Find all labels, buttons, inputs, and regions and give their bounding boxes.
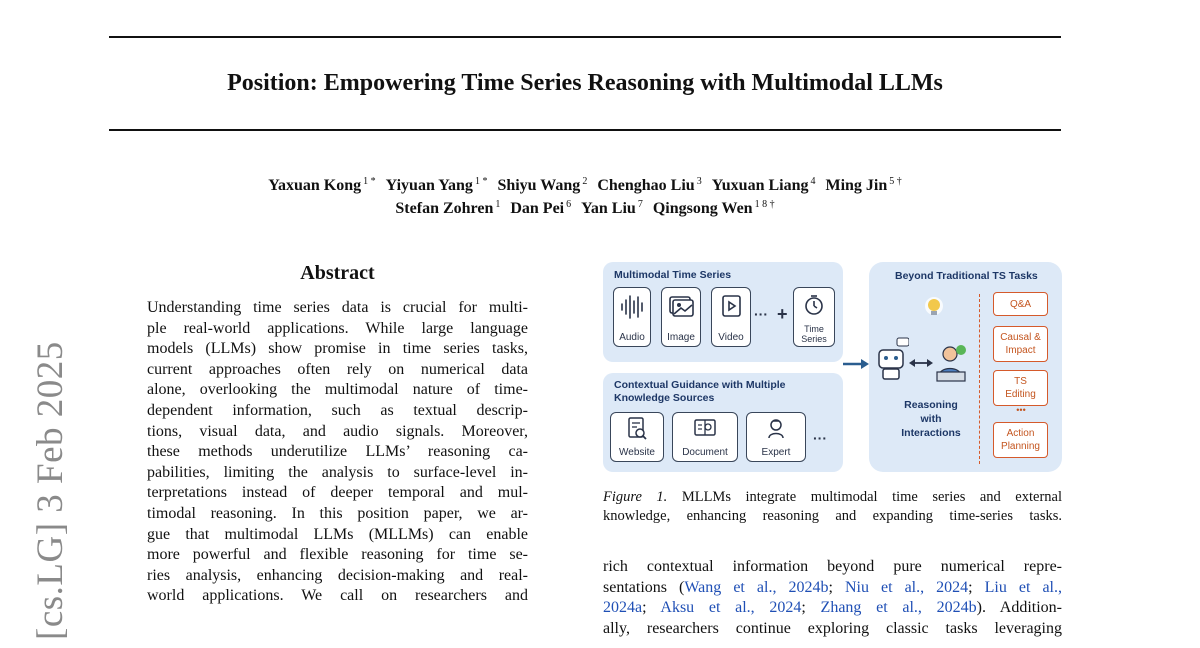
caption-line-1 xyxy=(603,488,1062,507)
author-affiliation-mark: 1 xyxy=(495,199,501,210)
video-label: Video xyxy=(718,332,744,343)
reasoning-label-2: with xyxy=(920,413,942,425)
abstract-line: timodal reasoning. In this position paper, we ar- xyxy=(147,504,528,522)
abstract-line: models (LLMs) show promise in time series tasks, xyxy=(147,340,528,358)
flow-arrow-icon xyxy=(841,357,871,371)
person-at-laptop-icon xyxy=(933,344,971,384)
title-bottom-rule xyxy=(109,129,1061,131)
abstract-line: gue that multimodal LLMs (MLLMs) can enable xyxy=(147,525,528,543)
expert-label: Expert xyxy=(761,447,791,458)
task-ts-editing-label-2: Editing xyxy=(1005,389,1036,400)
author xyxy=(712,177,816,194)
body-right-line-4: ally, researchers continue exploring classic tasks leveraging xyxy=(603,619,1062,637)
expert-person-icon xyxy=(764,417,788,441)
body-right-line-1: rich contextual information beyond pure numerical repre- xyxy=(603,558,1062,575)
book-icon xyxy=(692,417,718,441)
task-ts-editing xyxy=(993,370,1048,406)
time-series-tile xyxy=(793,287,835,347)
author-affiliation-mark: 1 * xyxy=(474,176,488,187)
abstract-line: ple real-world applications. While large language xyxy=(147,319,528,337)
reasoning-label-1: Reasoning xyxy=(904,399,958,411)
website-tile xyxy=(610,412,664,462)
author-affiliation-mark: 1 * xyxy=(363,176,376,187)
audio-label: Audio xyxy=(619,332,645,343)
image-icon xyxy=(668,293,694,319)
figure-caption xyxy=(603,488,1062,526)
author-affiliation-mark: 5 † xyxy=(889,176,902,187)
plus-sign: + xyxy=(777,304,788,324)
abstract-line: alone, overlooking the multimodal nature of time- xyxy=(147,381,528,399)
citation-aksu-2024[interactable]: Aksu et al., 2024 xyxy=(660,599,802,617)
abstract-line: Understanding time series data is crucial for multi- xyxy=(147,299,528,316)
citation-niu-2024[interactable]: Niu et al., 2024 xyxy=(844,578,969,596)
task-action-planning xyxy=(993,422,1048,458)
citation-wang-2024b[interactable]: Wang et al., 2024b xyxy=(684,578,829,596)
author-affiliation-mark: 6 xyxy=(566,199,572,210)
author-affiliation-mark: 4 xyxy=(810,176,816,187)
text-segment: ; xyxy=(828,578,845,596)
author-name: Yuxuan Liang xyxy=(711,177,809,195)
abstract-line: tions, visual data, and audio signals. Moreover, xyxy=(147,422,528,440)
image-label: Image xyxy=(667,332,695,343)
body-right-line-3 xyxy=(603,598,1062,619)
reasoning-label-3: Interactions xyxy=(901,427,961,439)
caption-label: Figure 1. xyxy=(603,489,668,505)
task-action-label-2: Planning xyxy=(1001,441,1040,452)
author xyxy=(268,177,375,194)
task-dots: ••• xyxy=(1016,405,1026,415)
document-tile xyxy=(672,412,738,462)
sources-ellipsis: ··· xyxy=(813,430,827,446)
text-segment: ; xyxy=(642,599,661,617)
text-segment: ; xyxy=(801,599,821,617)
abstract-line: current approaches often rely on numerical data xyxy=(147,360,528,378)
video-tile xyxy=(711,287,751,347)
abstract-line: pabilities, limiting the analysis to surface-level in- xyxy=(147,463,528,481)
author-name: Yiyuan Yang xyxy=(385,177,473,195)
task-causal-label-1: Causal & xyxy=(1000,332,1041,343)
audio-waveform-icon xyxy=(619,293,645,321)
modalities-ellipsis: ··· xyxy=(754,306,768,322)
knowledge-title-2: Knowledge Sources xyxy=(614,392,715,404)
text-segment: sentations ( xyxy=(603,578,685,596)
task-causal-label-2: Impact xyxy=(1005,345,1036,356)
arxiv-side-stamp: [cs.LG] 3 Feb 2025 xyxy=(30,341,71,640)
citation-liu-2024a-part2[interactable]: 2024a xyxy=(603,599,643,617)
paper-title: Position: Empowering Time Series Reasoning with Multimodal LLMs xyxy=(227,70,943,96)
author xyxy=(825,177,901,194)
abstract-heading: Abstract xyxy=(300,262,375,284)
document-search-icon xyxy=(625,416,649,442)
author-name: Chenghao Liu xyxy=(597,177,695,195)
abstract-line: more powerful and flexible reasoning for time se- xyxy=(147,546,528,564)
abstract-line: terpretations instead of deeper temporal and mul- xyxy=(147,484,528,502)
author-name: Qingsong Wen xyxy=(652,200,753,218)
author xyxy=(497,177,587,194)
task-divider xyxy=(979,294,980,464)
author-affiliation-mark: 7 xyxy=(637,199,643,210)
citation-zhang-2024b[interactable]: Zhang et al., 2024b xyxy=(820,599,977,617)
expert-tile xyxy=(746,412,806,462)
author-affiliation-mark: 2 xyxy=(582,176,588,187)
audio-tile xyxy=(613,287,651,347)
author xyxy=(510,200,571,217)
image-tile xyxy=(661,287,701,347)
author-name: Dan Pei xyxy=(510,200,565,218)
abstract-body xyxy=(147,298,528,607)
right-column-body xyxy=(603,557,1062,639)
abstract-line: dependent information, such as textual descrip- xyxy=(147,401,528,419)
abstract-line: these methods underutilize LLMs’ reasoning ca- xyxy=(147,443,528,461)
abstract-line: ries analysis, enhancing decision-making and real- xyxy=(147,566,528,584)
abstract-line: world applications. We call on researchers and xyxy=(147,587,528,605)
task-ts-editing-label-1: TS xyxy=(1014,376,1027,387)
authors-line-1 xyxy=(109,176,1061,195)
author-name: Yan Liu xyxy=(581,200,636,218)
author-affiliation-mark: 3 xyxy=(696,176,702,187)
author xyxy=(597,177,701,194)
website-label: Website xyxy=(619,447,655,458)
author xyxy=(395,200,500,217)
multimodal-ts-title: Multimodal Time Series xyxy=(614,269,732,281)
citation-liu-2024a-part1[interactable]: Liu et al., xyxy=(984,578,1062,596)
beyond-tasks-title: Beyond Traditional TS Tasks xyxy=(895,270,1038,282)
figure-1 xyxy=(603,262,1062,472)
author-name: Stefan Zohren xyxy=(395,200,494,218)
time-series-label: Time Series xyxy=(801,324,827,344)
author-name: Ming Jin xyxy=(825,177,888,195)
text-segment: ). Addition- xyxy=(976,599,1063,617)
author xyxy=(581,200,643,217)
knowledge-title-1: Contextual Guidance with Multiple xyxy=(614,379,786,391)
lightbulb-icon xyxy=(921,294,947,324)
author-name: Shiyu Wang xyxy=(497,177,581,195)
task-causal-impact xyxy=(993,326,1048,362)
task-action-label-1: Action xyxy=(1006,428,1035,439)
task-qa xyxy=(993,292,1048,316)
author xyxy=(386,177,488,194)
stopwatch-icon xyxy=(802,293,826,317)
body-right-line-2 xyxy=(603,578,1062,599)
author-affiliation-mark: 1 8 † xyxy=(754,199,775,210)
task-qa-label: Q&A xyxy=(1009,298,1032,310)
text-segment: ; xyxy=(968,578,985,596)
top-rule xyxy=(109,36,1061,38)
document-label: Document xyxy=(682,447,728,458)
author-name: Yaxuan Kong xyxy=(268,177,362,195)
robot-icon xyxy=(873,336,909,382)
authors-line-2 xyxy=(109,199,1061,218)
caption-line-1-text: MLLMs integrate multimodal time series and external xyxy=(681,489,1062,505)
caption-line-2: knowledge, enhancing reasoning and expanding time-series tasks. xyxy=(603,508,1062,524)
bidirectional-arrow-icon xyxy=(909,358,933,368)
author xyxy=(653,200,775,217)
video-play-icon xyxy=(718,293,744,319)
